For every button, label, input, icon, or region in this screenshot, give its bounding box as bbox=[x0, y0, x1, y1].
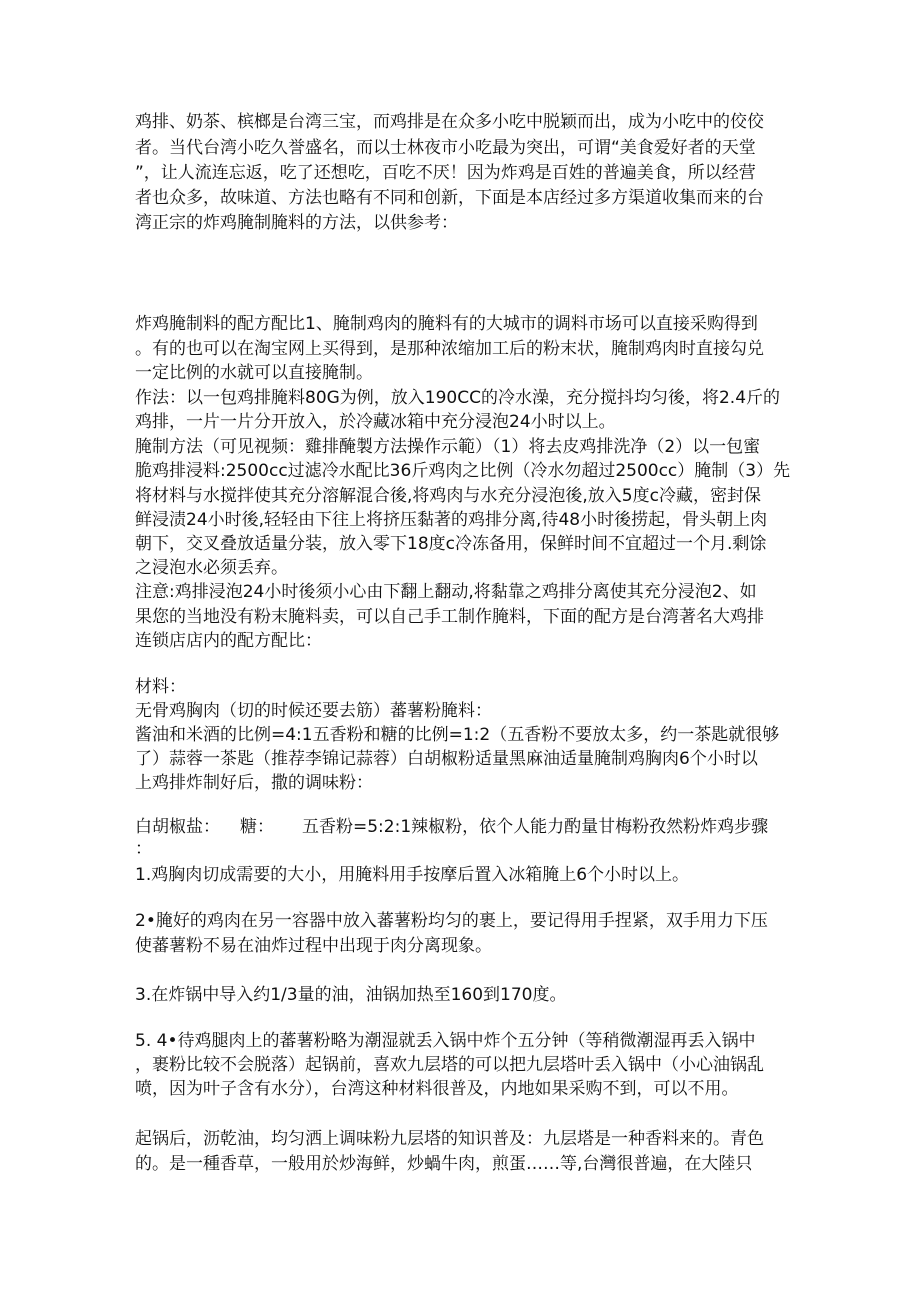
method-line: 作法：以一包鸡排腌料80G为例，放入190CC的冷水澡，充分搅抖均匀後，将2.4斤的 bbox=[135, 388, 781, 408]
step-4-line: 喷，因为叶子含有水分），台湾这种材料很普及，内地如果采购不到，可以不用。 bbox=[135, 1079, 739, 1099]
materials-line: 无骨鸡胸肉（切的时候还要去筋）蕃薯粉腌料： bbox=[135, 701, 492, 721]
note-line: 注意:鸡排浸泡24小时後须小心由下翻上翻动,将黏靠之鸡排分离使其充分浸泡2、如 bbox=[135, 582, 757, 602]
method-line: 鸡排，一片一片分开放入，於冷藏冰箱中充分浸泡24小时以上。 bbox=[135, 412, 616, 432]
seasoning-line bbox=[135, 815, 768, 839]
seasoning-white-pepper-salt: 白胡椒盐： bbox=[135, 817, 220, 837]
note-line: 连锁店店内的配方配比： bbox=[135, 631, 322, 651]
procedure-line: 鲜浸渍24小时後,轻轻由下往上将挤压黏著的鸡排分离,待48小时後捞起，骨头朝上肉 bbox=[135, 510, 768, 530]
seasoning-rest: 五香粉=5:2:1辣椒粉，依个人能力酌量甘梅粉孜然粉炸鸡步骤 bbox=[302, 817, 769, 837]
note-line: 果您的当地没有粉末腌料卖，可以自己手工制作腌料，下面的配方是台湾著名大鸡排 bbox=[135, 607, 764, 627]
recipe-line: 一定比例的水就可以直接腌制。 bbox=[135, 363, 373, 383]
intro-line: 者也众多，故味道、方法也略有不同和创新，下面是本店经过多方渠道收集而来的台 bbox=[135, 188, 764, 208]
intro-line: ”，让人流连忘返，吃了还想吃，百吃不厌！因为炸鸡是百姓的普遍美食，所以经营 bbox=[135, 163, 756, 183]
procedure-line: 之浸泡水必须丢弃。 bbox=[135, 558, 288, 578]
seasoning-sugar: 糖： bbox=[240, 817, 274, 837]
step-1: 1.鸡胸肉切成需要的大小，用腌料用手按摩后置入冰箱腌上6个小时以上。 bbox=[135, 865, 690, 885]
materials-line: 酱油和米酒的比例=4:1五香粉和糖的比例=1:2（五香粉不要放太多，约一茶匙就很够 bbox=[135, 725, 780, 745]
materials-heading: 材料： bbox=[135, 677, 186, 697]
step-2-line: 使蕃薯粉不易在油炸过程中出现于肉分离现象。 bbox=[135, 936, 492, 956]
seasoning-colon: ： bbox=[135, 839, 152, 859]
procedure-line: 朝下，交叉叠放适量分装，放入零下18度c冷冻备用，保鲜时间不宜超过一个月.剩馀 bbox=[135, 534, 767, 554]
procedure-line: 将材料与水搅拌使其充分溶解混合後,将鸡肉与水充分浸泡後,放入5度c冷藏，密封保 bbox=[135, 486, 761, 506]
recipe-line: 。有的也可以在淘宝网上买得到，是那种浓缩加工后的粉末状，腌制鸡肉时直接勾兑 bbox=[135, 339, 764, 359]
materials-line: 了）蒜蓉一茶匙（推荐李锦记蒜蓉）白胡椒粉适量黑麻油适量腌制鸡胸肉6个小时以 bbox=[135, 749, 758, 769]
procedure-line: 腌制方法（可见视频：雞排醃製方法操作示範）（1）将去皮鸡排洗净（2）以一包蜜 bbox=[135, 437, 761, 457]
recipe-line: 炸鸡腌制料的配方配比1、腌制鸡肉的腌料有的大城市的调料市场可以直接采购得到 bbox=[135, 314, 758, 334]
step-5-line: 起锅后，沥乾油，均匀洒上调味粉九层塔的知识普及：九层塔是一种香料来的。青色 bbox=[135, 1129, 764, 1149]
step-3: 3.在炸锅中导入约1/3量的油，油锅加热至160到170度。 bbox=[135, 985, 567, 1005]
intro-line: 者。当代台湾小吃久誉盛名，而以士林夜市小吃最为突出，可谓“美食爱好者的天堂 bbox=[135, 138, 756, 158]
intro-line: 鸡排、奶茶、槟榔是台湾三宝，而鸡排是在众多小吃中脱颖而出，成为小吃中的佼佼 bbox=[135, 112, 764, 132]
procedure-line: 脆鸡排浸料:2500cc过滤冷水配比36斤鸡肉之比例（冷水勿超过2500cc）腌制（3）先 bbox=[135, 461, 791, 481]
step-5-line: 的。是一種香草，一般用於炒海鲜，炒蝸牛肉，煎蛋……等,台灣很普遍，在大陸只 bbox=[135, 1154, 753, 1174]
step-4-line: ，裹粉比较不会脱落）起锅前，喜欢九层塔的可以把九层塔叶丢入锅中（小心油锅乱 bbox=[135, 1055, 764, 1075]
intro-line: 湾正宗的炸鸡腌制腌料的方法，以供参考： bbox=[135, 213, 458, 233]
materials-line: 上鸡排炸制好后，撒的调味粉： bbox=[135, 773, 373, 793]
step-2-line: 2•腌好的鸡肉在另一容器中放入蕃薯粉均匀的裹上，要记得用手捏紧，双手用力下压 bbox=[135, 911, 768, 931]
step-4-line: 5. 4•待鸡腿肉上的蕃薯粉略为潮湿就丢入锅中炸个五分钟（等稍微潮湿再丢入锅中 bbox=[135, 1031, 756, 1051]
